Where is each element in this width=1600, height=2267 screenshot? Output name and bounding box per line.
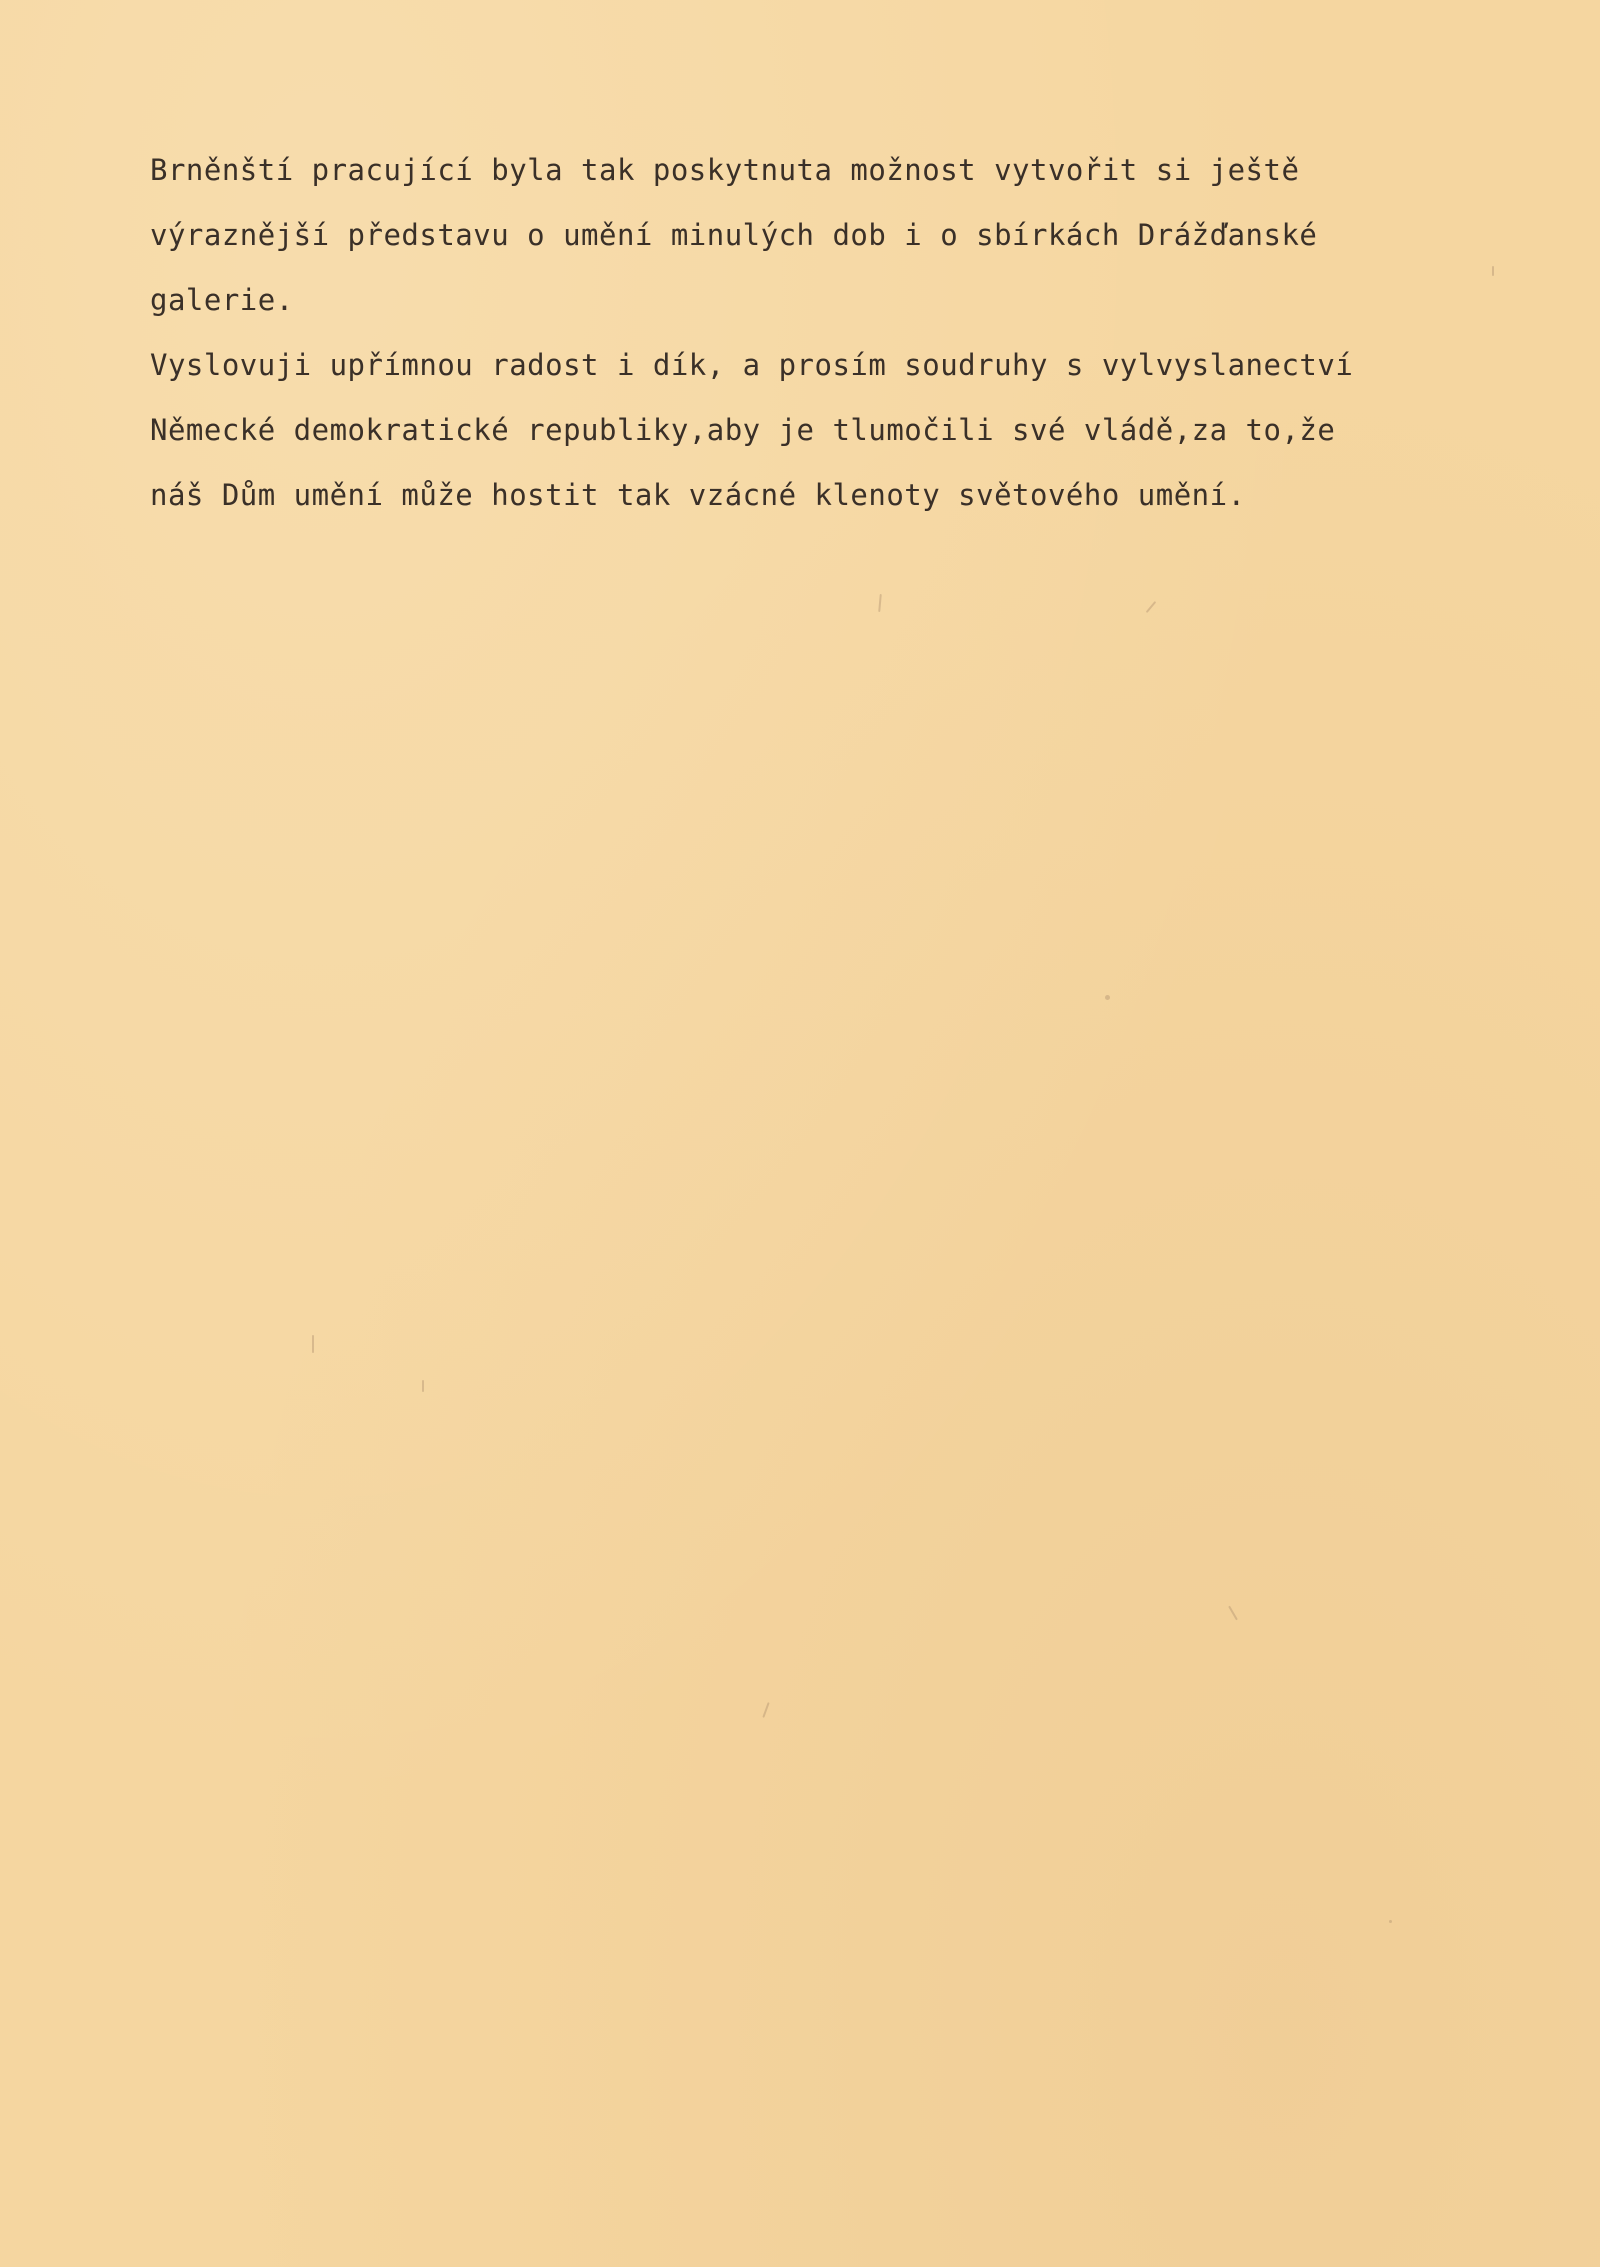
text-line: náš Dům umění může hostit tak vzácné klenoty světového umění. bbox=[150, 478, 1246, 512]
paper-speck bbox=[312, 1335, 314, 1353]
paper-speck bbox=[878, 594, 882, 612]
body-text bbox=[150, 138, 1490, 528]
paper-speck bbox=[1146, 601, 1157, 613]
text-line: Brněnští pracující byla tak poskytnuta možnost vytvořit si ještě bbox=[150, 153, 1300, 187]
paper-speck bbox=[762, 1702, 769, 1718]
paper-speck bbox=[1105, 995, 1110, 1000]
text-line: Vyslovuji upřímnou radost i dík, a prosím soudruhy s vylvyslanectví bbox=[150, 348, 1354, 382]
text-line: galerie. bbox=[150, 283, 294, 317]
text-line: Německé demokratické republiky,aby je tlumočili své vládě,za to,že bbox=[150, 413, 1336, 447]
paper-speck bbox=[1492, 266, 1494, 276]
paper-speck bbox=[1389, 1920, 1392, 1923]
paper-speck bbox=[422, 1380, 424, 1392]
text-line: výraznější představu o umění minulých dob i o sbírkách Drážďanské bbox=[150, 218, 1318, 252]
paper-speck bbox=[1228, 1606, 1238, 1621]
